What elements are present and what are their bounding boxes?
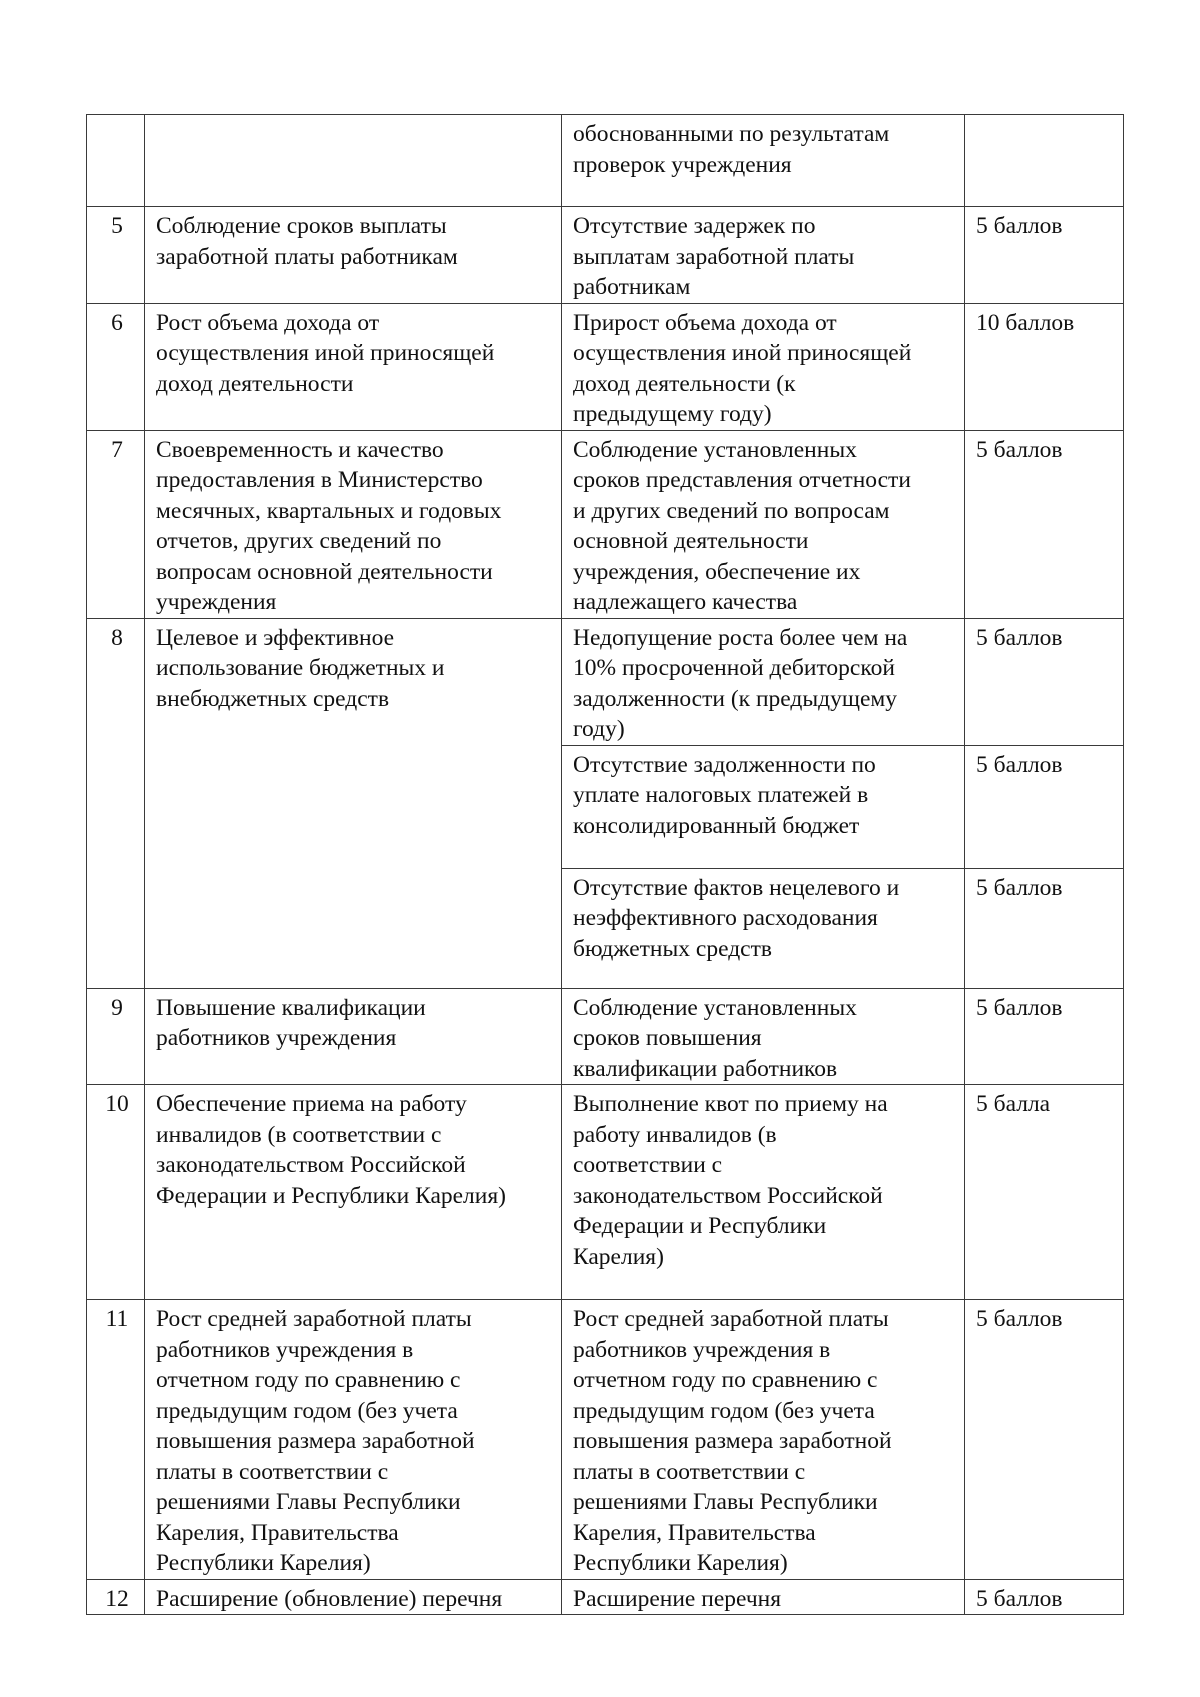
indicator-text: Соблюдение установленных сроков повышения квалификации работников xyxy=(573,994,857,1082)
table-row xyxy=(87,1300,1124,1580)
criterion-text: Расширение (обновление) перечня xyxy=(156,1585,503,1612)
row-number: 8 xyxy=(111,624,123,651)
table-row xyxy=(87,988,1124,1085)
indicator-text: Расширение перечня xyxy=(573,1585,782,1612)
criterion-cell xyxy=(145,618,562,988)
score-text: 5 баллов xyxy=(976,751,1063,778)
indicator-text: Соблюдение установленных сроков представления отчетности и других сведений по вопросам основной деятельности учреждения, обеспечение их надлежащего качества xyxy=(573,436,911,615)
indicator-text: Рост средней заработной платы работников учреждения в отчетном году по сравнению с предыдущим годом (без учета повышения размера заработной платы в соответствии с решениями Главы Республики Карелия, Правительства Республики Карелия) xyxy=(573,1306,892,1576)
score-cell xyxy=(965,988,1124,1085)
table-row xyxy=(87,618,1124,745)
indicator-cell xyxy=(562,745,965,868)
score-text: 5 баллов xyxy=(976,213,1063,239)
criterion-cell xyxy=(145,1300,562,1580)
indicator-text: Прирост объема дохода от осуществления иной приносящей доход деятельности (к предыдущему году) xyxy=(573,309,912,427)
criterion-text: Соблюдение сроков выплаты заработной платы работникам xyxy=(156,213,458,270)
indicator-cell xyxy=(562,1579,965,1615)
indicator-cell xyxy=(562,868,965,988)
table-row xyxy=(87,430,1124,618)
indicator-text: обоснованными по результатам проверок учреждения xyxy=(573,121,890,178)
criterion-cell xyxy=(145,115,562,207)
criterion-cell xyxy=(145,988,562,1085)
score-cell xyxy=(965,868,1124,988)
score-cell xyxy=(965,303,1124,430)
row-number-cell xyxy=(87,207,145,304)
score-cell xyxy=(965,745,1124,868)
table-row xyxy=(87,303,1124,430)
score-cell xyxy=(965,1579,1124,1615)
row-number-cell xyxy=(87,303,145,430)
row-number: 7 xyxy=(111,436,123,463)
indicator-cell xyxy=(562,1300,965,1580)
criterion-cell xyxy=(145,430,562,618)
indicator-text: Выполнение квот по приему на работу инвалидов (в соответствии с законодательством Российской Федерации и Республики Карелия) xyxy=(573,1091,888,1270)
criterion-text: Рост объема дохода от осуществления иной приносящей доход деятельности xyxy=(156,309,495,397)
row-number: 5 xyxy=(111,213,123,239)
indicator-text: Отсутствие фактов нецелевого и неэффективного расходования бюджетных средств xyxy=(573,874,900,962)
score-cell xyxy=(965,1085,1124,1300)
row-number-cell xyxy=(87,988,145,1085)
indicator-text: Отсутствие задолженности по уплате налоговых платежей в консолидированный бюджет xyxy=(573,751,876,839)
indicator-cell xyxy=(562,988,965,1085)
criterion-text: Повышение квалификации работников учреждения xyxy=(156,994,426,1051)
row-number-cell xyxy=(87,115,145,207)
indicator-cell xyxy=(562,207,965,304)
row-number-cell xyxy=(87,1085,145,1300)
criterion-text: Своевременность и качество предоставления в Министерство месячных, квартальных и годовых отчетов, других сведений по вопросам основной деятельности учреждения xyxy=(156,436,502,615)
criterion-text: Обеспечение приема на работу инвалидов (в соответствии с законодательством Российской Федерации и Республики Карелия) xyxy=(156,1091,506,1209)
row-number: 9 xyxy=(111,994,123,1021)
score-cell xyxy=(965,430,1124,618)
table-row xyxy=(87,1579,1124,1615)
score-cell xyxy=(965,1300,1124,1580)
table-row xyxy=(87,1085,1124,1300)
indicator-cell xyxy=(562,115,965,207)
score-text: 5 баллов xyxy=(976,624,1063,651)
indicator-text: Недопущение роста более чем на 10% просроченной дебиторской задолженности (к предыдущему году) xyxy=(573,624,908,742)
score-text: 5 баллов xyxy=(976,874,1063,901)
criterion-cell xyxy=(145,1579,562,1615)
indicator-cell xyxy=(562,1085,965,1300)
score-text: 5 баллов xyxy=(976,1306,1063,1332)
criteria-table xyxy=(86,114,1124,1615)
criterion-cell xyxy=(145,1085,562,1300)
score-text: 5 баллов xyxy=(976,436,1063,463)
indicator-text: Отсутствие задержек по выплатам заработной платы работникам xyxy=(573,213,855,300)
row-number: 11 xyxy=(105,1306,129,1332)
table-row xyxy=(87,207,1124,304)
indicator-cell xyxy=(562,430,965,618)
criterion-text: Рост средней заработной платы работников учреждения в отчетном году по сравнению с предыдущим годом (без учета повышения размера заработной платы в соответствии с решениями Главы Республики Карелия, Правительства Республики Карелия) xyxy=(156,1306,475,1576)
row-number-cell xyxy=(87,430,145,618)
row-number: 10 xyxy=(105,1091,129,1117)
criterion-cell xyxy=(145,207,562,304)
indicator-cell xyxy=(562,618,965,745)
row-number-cell xyxy=(87,618,145,988)
score-text: 5 баллов xyxy=(976,994,1063,1021)
score-cell xyxy=(965,115,1124,207)
score-text: 5 балла xyxy=(976,1091,1051,1117)
criterion-cell xyxy=(145,303,562,430)
criterion-text: Целевое и эффективное использование бюджетных и внебюджетных средств xyxy=(156,624,445,712)
row-number: 12 xyxy=(105,1585,129,1612)
row-number: 6 xyxy=(111,309,123,336)
score-cell xyxy=(965,618,1124,745)
score-text: 5 баллов xyxy=(976,1585,1063,1612)
score-text: 10 баллов xyxy=(976,309,1075,336)
indicator-cell xyxy=(562,303,965,430)
row-number-cell xyxy=(87,1579,145,1615)
table-row xyxy=(87,115,1124,207)
score-cell xyxy=(965,207,1124,304)
row-number-cell xyxy=(87,1300,145,1580)
